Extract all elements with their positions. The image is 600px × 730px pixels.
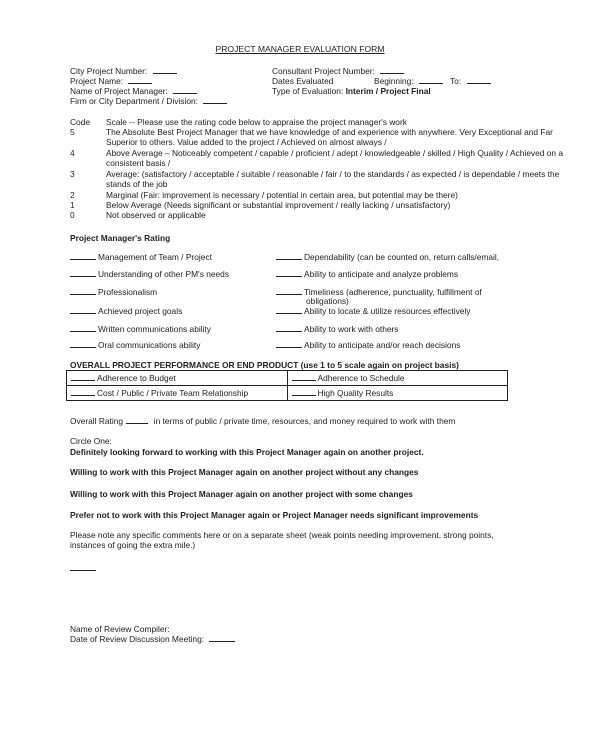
scale-description: Average: (satisfactory / acceptable / suitable / reasonable / fair / to the standards / as expected / is dependable / meets the stands of the job	[106, 169, 560, 190]
scale-code: 3	[70, 169, 75, 179]
comments-instructions: Please note any specific comments here or on a separate sheet (weak points needing improvement, strong points, instances of going the extra mile.)	[70, 530, 494, 551]
type-of-evaluation-value[interactable]: Interim / Project Final	[345, 86, 431, 96]
performance-blank[interactable]	[292, 388, 316, 396]
city-project-number-field[interactable]	[153, 66, 177, 74]
circle-option[interactable]: Prefer not to work with this Project Manager again or Project Manager needs significant improvements	[70, 510, 479, 520]
rating-label: Oral communications ability	[98, 340, 201, 350]
project-manager-name-field[interactable]	[173, 86, 197, 94]
rating-blank[interactable]	[276, 252, 302, 260]
rating-blank[interactable]	[276, 306, 302, 314]
performance-label: Cost / Public / Private Team Relationship	[97, 387, 249, 398]
project-manager-name-label: Name of Project Manager:	[70, 86, 168, 96]
scale-description: Marginal (Fair: improvement is necessary / potential in certain area, but potential may be there)	[106, 190, 458, 200]
scale-code: 4	[70, 148, 75, 158]
table-cell	[287, 371, 508, 386]
beginning-row	[374, 76, 443, 86]
table-cell	[67, 386, 288, 401]
rating-label: Dependability (can be counted on, return calls/email,	[304, 252, 500, 262]
circle-option[interactable]: Willing to work with this Project Manager again on another project with some changes	[70, 489, 413, 499]
overall-performance-heading: OVERALL PROJECT PERFORMANCE OR END PRODUCT (use 1 to 5 scale again on project basis)	[70, 360, 459, 370]
scale-code: 5	[70, 127, 75, 137]
project-name-field[interactable]	[128, 76, 152, 84]
performance-blank[interactable]	[292, 373, 316, 381]
rating-item	[70, 252, 212, 262]
rating-label: Ability to work with others	[304, 324, 399, 334]
review-compiler-row	[70, 624, 170, 634]
rating-item	[276, 252, 499, 262]
code-column-label: Code	[70, 117, 91, 127]
rating-blank[interactable]	[70, 324, 96, 332]
overall-performance-table	[66, 370, 508, 401]
table-cell	[67, 371, 288, 386]
rating-label: Ability to anticipate and analyze problems	[304, 269, 459, 279]
review-meeting-date-field[interactable]	[209, 634, 235, 642]
comments-blank[interactable]	[70, 563, 96, 571]
rating-label: Written communications ability	[98, 324, 211, 334]
rating-item	[70, 269, 229, 279]
performance-label: Adherence to Schedule	[317, 372, 405, 383]
rating-blank[interactable]	[70, 252, 96, 260]
project-manager-name-row	[70, 86, 197, 96]
rating-item	[276, 324, 399, 334]
rating-item	[70, 287, 157, 297]
scale-description: The Absolute Best Project Manager that we have knowledge of and experience with anywhere. Very Exceptional and Far Superior to others. Value added to the project / Achieved on almost always /	[106, 127, 553, 148]
rating-label: Management of Team / Project	[98, 252, 212, 262]
circle-one-label: Circle One:	[70, 436, 112, 446]
rating-label: Understanding of other PM's needs	[98, 269, 230, 279]
firm-department-row	[70, 96, 227, 106]
project-name-label: Project Name:	[70, 76, 124, 86]
comments-line[interactable]	[70, 563, 96, 573]
firm-department-field[interactable]	[203, 96, 227, 104]
table-row	[67, 371, 508, 386]
review-meeting-label: Date of Review Discussion Meeting:	[70, 634, 205, 644]
scale-description: Not observed or applicable	[106, 210, 206, 220]
scale-description: Below Average (Needs significant or substantial improvement / really lacking / unsatisfactory)	[106, 200, 451, 210]
city-project-number-row	[70, 66, 177, 76]
overall-rating-row	[70, 416, 455, 426]
rating-item	[276, 269, 458, 279]
scale-code: 1	[70, 200, 75, 210]
rating-blank[interactable]	[276, 269, 302, 277]
type-of-evaluation-label: Type of Evaluation:	[272, 86, 344, 96]
firm-department-label: Firm or City Department / Division:	[70, 96, 198, 106]
to-label: To:	[450, 76, 462, 86]
dates-evaluated-label: Dates Evaluated	[272, 76, 334, 86]
rating-item	[276, 340, 460, 350]
rating-item	[70, 306, 182, 316]
overall-rating-text: in terms of public / private time, resources, and money required to work with them	[153, 416, 456, 426]
rating-heading: Project Manager's Rating	[70, 233, 171, 243]
rating-label: Timeliness (adherence, punctuality, fulfillment of	[304, 287, 482, 297]
rating-label-continued: obligations)	[306, 296, 349, 306]
beginning-label: Beginning:	[374, 76, 414, 86]
consultant-project-number-row	[272, 66, 404, 76]
review-meeting-row	[70, 634, 235, 644]
rating-blank[interactable]	[70, 287, 96, 295]
performance-label: High Quality Results	[317, 387, 394, 398]
scale-description: Above Average – Noticeably competent / capable / proficient / adept / knowledgeable / skilled / High Quality / Achieved on a consistent basis /	[106, 148, 564, 169]
review-compiler-label: Name of Review Compiler:	[70, 624, 170, 634]
scale-code: 2	[70, 190, 75, 200]
beginning-date-field[interactable]	[419, 76, 443, 84]
performance-blank[interactable]	[71, 373, 95, 381]
rating-blank[interactable]	[70, 269, 96, 277]
circle-option[interactable]: Definitely looking forward to working with this Project Manager again on another project.	[70, 447, 424, 457]
table-cell	[287, 386, 508, 401]
rating-item	[70, 324, 211, 334]
project-name-row	[70, 76, 152, 86]
rating-label: Professionalism	[98, 287, 158, 297]
scale-code: 0	[70, 210, 75, 220]
to-date-field[interactable]	[467, 76, 491, 84]
city-project-number-label: City Project Number:	[70, 66, 148, 76]
overall-rating-field[interactable]	[126, 416, 148, 424]
rating-label: Ability to locate & utilize resources effectively	[304, 306, 471, 316]
rating-blank[interactable]	[70, 306, 96, 314]
type-of-evaluation-row	[272, 86, 431, 96]
performance-blank[interactable]	[71, 388, 95, 396]
performance-label: Adherence to Budget	[97, 372, 176, 383]
table-row	[67, 386, 508, 401]
rating-blank[interactable]	[276, 287, 302, 295]
consultant-project-number-field[interactable]	[380, 66, 404, 74]
form-title: PROJECT MANAGER EVALUATION FORM	[215, 44, 385, 54]
overall-rating-label: Overall Rating	[70, 416, 124, 426]
rating-blank[interactable]	[70, 340, 96, 348]
rating-label: Achieved project goals	[98, 306, 183, 316]
rating-item	[276, 306, 471, 316]
consultant-project-number-label: Consultant Project Number:	[272, 66, 375, 76]
circle-option[interactable]: Willing to work with this Project Manager again on another project without any changes	[70, 467, 419, 477]
rating-blank[interactable]	[276, 340, 302, 348]
rating-blank[interactable]	[276, 324, 302, 332]
rating-label: Ability to anticipate and/or reach decisions	[304, 340, 461, 350]
rating-item	[70, 340, 200, 350]
to-row	[450, 76, 491, 86]
scale-instructions: Scale -- Please use the rating code below to appraise the project manager's work	[106, 117, 407, 127]
